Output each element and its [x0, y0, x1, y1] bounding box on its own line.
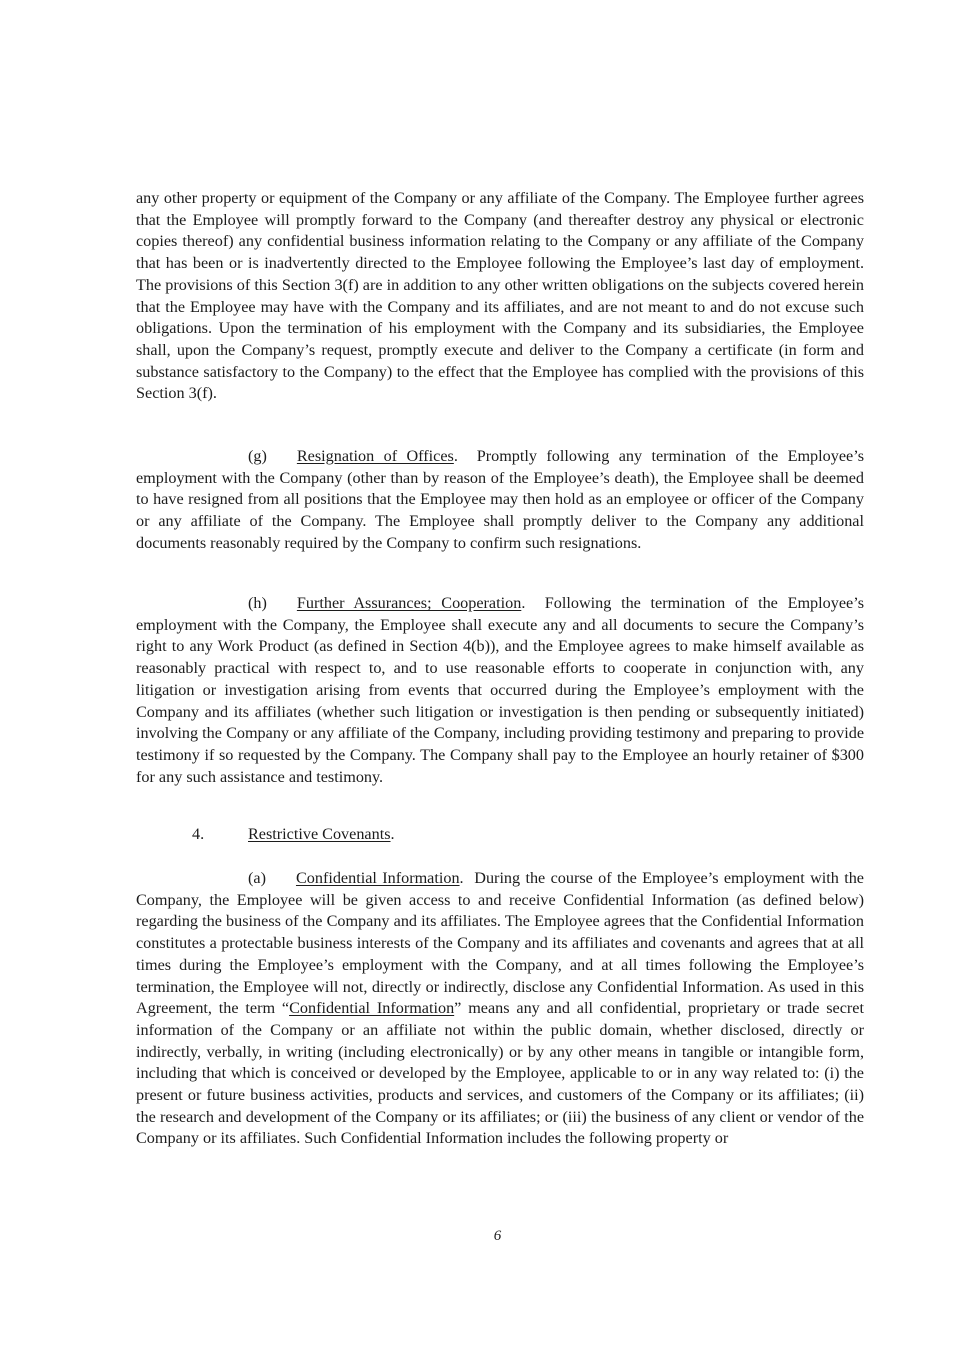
- paragraph-text-continued: ” means any and all confidential, proprietary or trade secret information of the Company or an affiliate not within the public domain, whether disclosed, directly or indirectly, verbally, in writing (including electronically) or by any other means in tangible or intangible form, including that which is conceived or developed by the Employee, applicable to or in any way related to: (i) the present or future business activities, products and services, and customers of the Company or its affiliates; (ii) the research and development of the Company or its affiliates; or (iii) the business of any client or vendor of the Company or its affiliates. Such Confidential Information includes the following property or: [136, 999, 864, 1148]
- section-4-heading: 4. Restrictive Covenants.: [192, 824, 395, 846]
- paragraph-title: Confidential Information: [295, 869, 460, 887]
- paragraph-label: (h): [248, 594, 267, 612]
- paragraph-label: (g): [248, 447, 267, 465]
- paragraph-text: During the course of the Employee’s employment with the Company, the Employee will be given access to and receive Confidential Information (as defined below) regarding the business of the Company and its affiliates. The Employee agrees that the Confidential Information constitutes a protectable business interests of the Company and its affiliates and covenants and agrees that at all times during the Employee’s employment with the Company, and at all times following the Employee’s termination, the Employee will not, directly or indirectly, disclose any Confidential Information. As used in this Agreement, the term “: [136, 869, 864, 1018]
- paragraph-text: any other property or equipment of the Company or any affiliate of the Company. The Employee further agrees that the Employee will promptly forward to the Company (and thereafter destroy any physical or electronic copies thereof) any confidential business information relating to the Company or any affiliate of the Company that has been or is inadvertently directed to the Employee following the Employee’s last day of employment. The provisions of this Section 3(f) are in addition to any other written obligations on the subjects covered herein that the Employee may have with the Company and its affiliates, and are not meant to and do not excuse such obligations. Upon the termination of his employment with the Company and its subsidiaries, the Employee shall, upon the Company’s request, promptly execute and deliver to the Company a certificate (in form and substance satisfactory to the Company) to the effect that the Employee has complied with the provisions of this Section 3(f).: [136, 189, 864, 403]
- paragraph-title: Resignation of Offices: [296, 447, 454, 465]
- paragraph-4a: (a) Confidential Information. During the course of the Employee’s employment with the Company, the Employee will be given access to and receive Confidential Information (as defined below) regarding the business of the Company and its affiliates. The Employee agrees that the Confidential Information constitutes a protectable business interests of the Company and its affiliates and covenants and agrees that at all times during the Employee’s employment with the Company, and at all times following the Employee’s termination, the Employee will not, directly or indirectly, disclose any Confidential Information. As used in this Agreement, the term “Confidential Information” means any and all confidential, proprietary or trade secret information of the Company or an affiliate not within the public domain, whether disclosed, directly or indirectly, verbally, in writing (including electronically) or by any other means in tangible or intangible form, including that which is conceived or developed by the Employee, applicable to or in any way related to: (i) the present or future business activities, products and services, and customers of the Company or its affiliates; (ii) the research and development of the Company or its affiliates; or (iii) the business of any client or vendor of the Company or its affiliates. Such Confidential Information includes the following property or: [136, 869, 864, 1148]
- paragraph-label: (a): [248, 869, 266, 887]
- paragraph-3f-continuation: [136, 188, 864, 405]
- paragraph-3h: (h) Further Assurances; Cooperation. Following the termination of the Employee’s employment with the Company, the Employee shall execute any and all documents to secure the Company’s right to any Work Product (as defined in Section 4(b)), and the Employee agrees to make himself available as reasonably practical with respect to, and to use reasonable efforts to cooperate in conjunction with, any litigation or investigation arising from events that occurred during the Employee’s employment with the Company and its affiliates (whether such litigation or investigation is then pending or subsequently initiated) involving the Company or any affiliate of the Company, including providing testimony and preparing to provide testimony if so requested by the Company. The Company shall pay to the Employee an hourly retainer of $300 for any such assistance and testimony.: [136, 594, 865, 786]
- section-title: Restrictive Covenants: [248, 825, 391, 843]
- defined-term: Confidential Information: [289, 999, 455, 1018]
- page-number: 6: [493, 1228, 502, 1244]
- paragraph-text: Promptly following any termination of the Employee’s employment with the Company (other than by reason of the Employee’s death), the Employee shall be deemed to have resigned from all positions that the Employee may then hold as an employee or officer of the Company or any affiliate of the Company. The Employee shall promptly deliver to the Company any additional documents reasonably required by the Company to confirm such resignations.: [136, 447, 864, 552]
- paragraph-3g: (g) Resignation of Offices. Promptly following any termination of the Employee’s employment with the Company (other than by reason of the Employee’s death), the Employee shall be deemed to have resigned from all positions that the Employee may then hold as an employee or officer of the Company or any affiliate of the Company. The Employee shall promptly deliver to the Company any additional documents reasonably required by the Company to confirm such resignations.: [136, 447, 864, 552]
- paragraph-text: Following the termination of the Employee’s employment with the Company, the Employee shall execute any and all documents to secure the Company’s right to any Work Product (as defined in Section 4(b)), and the Employee agrees to make himself available as reasonably practical with respect to, and to use reasonable efforts to cooperate in conjunction with, any litigation or investigation arising from events that occurred during the Employee’s employment with the Company and its affiliates (whether such litigation or investigation is then pending or subsequently initiated) involving the Company or any affiliate of the Company, including providing testimony and preparing to provide testimony if so requested by the Company. The Company shall pay to the Employee an hourly retainer of $300 for any such assistance and testimony.: [136, 594, 865, 786]
- section-number: 4.: [192, 825, 205, 843]
- paragraph-title: Further Assurances; Cooperation: [296, 594, 522, 612]
